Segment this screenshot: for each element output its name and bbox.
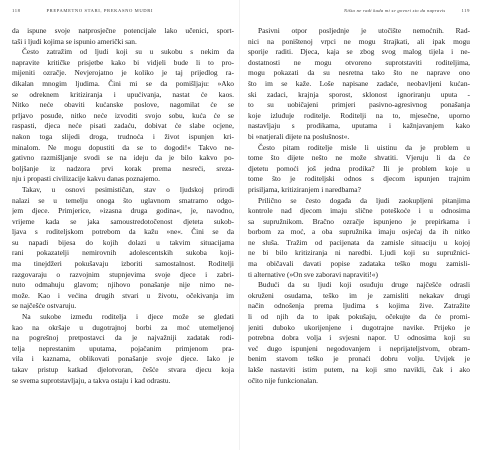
text-line: kontrole nad djecom imaju slične poteškoće i u odnosima bbox=[248, 206, 470, 216]
text-line: ljava s roditeljskom potrebom da kažu »ne«. Čini se da bbox=[12, 227, 234, 237]
text-line: borbom za moć, a oba supružnika imaju osjećaj da ih nitko bbox=[248, 227, 470, 237]
text-line: Često zatražim od ljudi koji su u sukobu s nekim da bbox=[22, 47, 234, 57]
left-page-number: 118 bbox=[12, 8, 21, 13]
text-line: nakon toga slijedi droga, trudnoća i život ispunjen kri- bbox=[12, 131, 234, 141]
text-line: vrijeme kada se jaka samoustredotočenost djeteta sukob- bbox=[12, 216, 234, 226]
text-line: očito nije funkcionalan. bbox=[248, 375, 318, 385]
left-running-head: PREPAMETNO STARI, PREKASNO MUDRI bbox=[46, 8, 153, 13]
text-line: Takav, u osnovi pesimističan, stav o ljudskoj prirodi bbox=[22, 184, 234, 194]
right-page bbox=[248, 8, 470, 386]
text-line: dikalan mnogim ljudima. Čini mi se da pomišljaju: »Ako bbox=[12, 78, 234, 88]
text-line: na pogrešnoj pretpostavci da je najvažniji zadatak rodi- bbox=[12, 333, 234, 343]
text-line: telja neprestanim uputama, pojačanim primjenom pra- bbox=[12, 343, 234, 353]
text-line: li od njih da to ipak pokušaju, očekujte da će promi- bbox=[248, 312, 470, 322]
left-page bbox=[12, 8, 234, 386]
right-body-text bbox=[248, 26, 470, 386]
text-line: bi »natjerali dijete na poslušnost«. bbox=[248, 131, 350, 141]
text-line: ski zadaci, krajnja sporost, sklonost ignoriranju uputa - bbox=[248, 89, 470, 99]
text-line: Često pitam roditelje misle li uistinu da je problem u bbox=[258, 142, 470, 152]
text-line: okruženi osudama, teško im je zamisliti nekakav drugi bbox=[248, 290, 470, 300]
text-line: ne sluša. Tražim od pacijenata da zamisle situaciju u kojoj bbox=[248, 237, 470, 247]
left-body-text bbox=[12, 26, 234, 386]
text-line: mijeniti ozračje. Nevjerojatno je koliko je taj prijedlog ra- bbox=[12, 68, 234, 78]
text-line: prljavo posuđe, nitko neće izvoditi svojo sobu, kuća će se bbox=[12, 110, 234, 120]
text-line: boljšanje iz nadzora prvi korak prema nesreći, sreza- bbox=[12, 163, 234, 173]
text-line: potrebna dobra volja i svjesni napor. U odnosima koji su bbox=[248, 333, 470, 343]
text-line: to su uobičajeni primjeri pasivno-agresivnog ponašanja bbox=[248, 100, 470, 110]
text-line: ma običavali davati popise zadataka teško mogu zamisli- bbox=[248, 259, 470, 269]
text-line: su napadi bijesa do kojih dolazi u takvim situacijama bbox=[12, 237, 234, 247]
text-line: se odreknem kritiziranja i upućivanja, nastat će kaos. bbox=[12, 89, 234, 99]
text-line: gativno razmišljanje svodi se na ideju da je bilo kakvo po- bbox=[12, 153, 234, 163]
text-line: način odnošenja prema ljudima s kojima žive. Zatražite bbox=[248, 301, 470, 311]
text-line: tome što dijete nešto ne može shvatiti. Vjeruju li da će bbox=[248, 153, 470, 163]
text-line: dostatnosti ne mogu otvoreno suprotstaviti roditeljima, bbox=[248, 57, 470, 67]
text-line: da ispune svoje natprosječne potencijale lako učenici, sport- bbox=[12, 26, 234, 35]
right-running-head: Ništa ne radi kada mi se govori sto da napravis bbox=[343, 8, 446, 13]
text-line: napravite kritičke prisjetbe kako bi vidjeli bude li to pro- bbox=[12, 57, 234, 67]
text-line: nastavljaju s prodikama, uputama i kažnjavanjem kako bbox=[248, 121, 470, 131]
text-line: što im se kaže. Loše napisane zadaće, neobavljeni kućan- bbox=[248, 78, 470, 88]
text-line: benim stavom teško je pronaći dobru volju. Uvijek je bbox=[248, 354, 470, 364]
text-line: ne bi bilo kritiziranja ni naredbi. Ljudi koji su supružnici- bbox=[248, 248, 470, 258]
left-header bbox=[12, 8, 234, 20]
text-line: minalom. Ne mogu dopustiti da se to dogodi!« Takvo ne- bbox=[12, 142, 234, 152]
text-line: Na sukobe između roditelja i djece može se gledati bbox=[22, 312, 234, 322]
right-page-number: 119 bbox=[461, 8, 470, 13]
right-header bbox=[248, 8, 470, 20]
text-line: mogu pokazati da su nesretna tako što ne naprave ono bbox=[248, 68, 470, 78]
text-line: ti alternative (»On sve zaboravi napraviti!«) bbox=[248, 269, 378, 279]
text-line: jem djece. Primjerice, »izasna druga godina«, je, navodno, bbox=[12, 206, 234, 216]
text-line: kao na okršaje u dugotrajnoj borbi za moć utemeljenoj bbox=[12, 322, 234, 332]
text-line: Budući da su ljudi koji osuđuju druge najčešće odrasli bbox=[258, 280, 470, 290]
text-line: lakše nastaviti istim putem, na koji smo navikli, čak i ako bbox=[248, 365, 470, 374]
text-line: ma tinejdžeri pokušavaju izboriti samostalnost. Roditelji bbox=[12, 259, 234, 269]
text-line: djetetu pomoći još jedna prodika? Ili je problem koje u bbox=[248, 163, 470, 173]
gutter-line bbox=[239, 0, 240, 450]
text-line: razgovaraju o razvojnim stupnjevima svoje djece i zabri- bbox=[12, 269, 234, 279]
text-line: takav pristup katkad djelotvoran, češće stvara djecu koja bbox=[12, 365, 234, 374]
text-line: rani pokazatelji nemirovnih adolescentskih sukoba koji- bbox=[12, 248, 234, 258]
text-line: sporije raditi. Djeca, kaja se zbog svog malog tijela i ne- bbox=[248, 47, 470, 57]
text-line: jeniti duboko ukorijenjene i dugotrajne navike. Prijeko je bbox=[248, 322, 470, 332]
text-line: može. Kao i većina drugih stvari u životu, očekivanja im bbox=[12, 290, 234, 300]
text-line: taši i ljudi kojima se ispunio američki san. bbox=[12, 36, 137, 46]
text-line: Pasivni otpor posljednje je utočište nemoćnih. Rad- bbox=[258, 26, 470, 35]
text-line: vila i kaznama, oblikovati ponašanje svoje djece. Iako je bbox=[12, 354, 234, 364]
text-line: Nitko neće obaviti kućanske poslove, nagomilat će se bbox=[12, 100, 234, 110]
text-line: nici na poništenoj vrpci ne mogu štrajkati, ali ipak mogu bbox=[248, 36, 470, 46]
text-line: Prilično se često događa da ljudi zaokupljeni pitanjima bbox=[258, 195, 470, 205]
text-line: tome što je roditeljski odnos s djecom ispunjen trajnim bbox=[248, 174, 470, 184]
text-line: nalazi se u temelju onoga što uglavnom smatramo odgo- bbox=[12, 195, 234, 205]
text-line: nuto odmahuju glavom; njihovo ponašanje nije nimo ne- bbox=[12, 280, 234, 290]
text-line: već dugo ispunjeni negodovanjem i neprijateljstvom, obram- bbox=[248, 343, 470, 353]
text-line: prisiljama, kritiziranjem i naredbama? bbox=[248, 184, 361, 194]
text-line: raspasti, djeca neće pisati zadaću, dobivat će slabe ocjene, bbox=[12, 121, 234, 131]
text-line: se najčešće ostvaruju. bbox=[12, 301, 77, 311]
text-line: se svema suprotstavljaju, a takva ostaju i kad odrastu. bbox=[12, 375, 171, 385]
text-line: nju i propasti civilizacije kakvu danas poznajemo. bbox=[12, 174, 160, 184]
text-line: sa supružnikom. Bračno ozračje ispunjeno je prepirkama i bbox=[248, 216, 470, 226]
text-line: koje izluđuje roditelje. Roditelji na to, mjesečne, uporno bbox=[248, 110, 470, 120]
